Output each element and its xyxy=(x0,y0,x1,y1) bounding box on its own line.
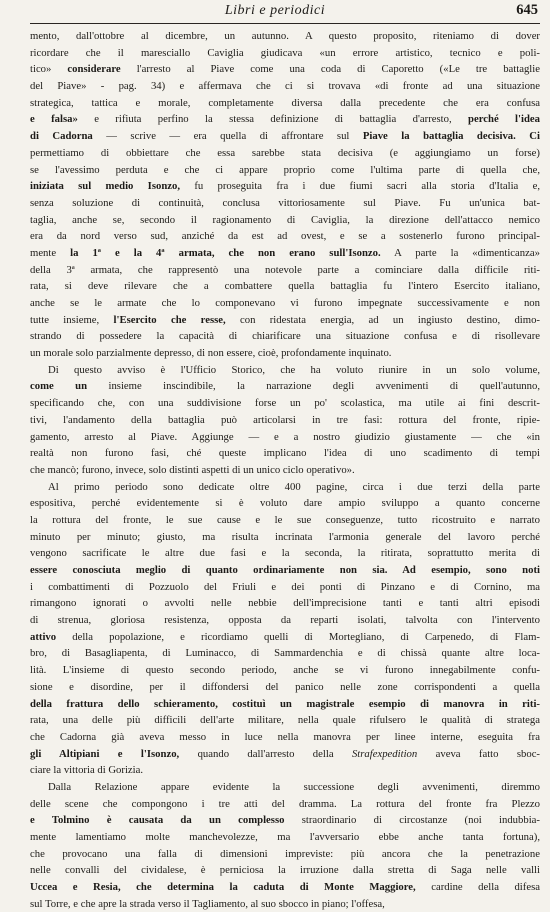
page-number: 645 xyxy=(516,2,538,18)
header-rule xyxy=(30,23,540,24)
text-run: specificando che, con una suddivisione forse un po' scolastica, ma utile ai fini descrit- xyxy=(30,397,540,410)
text-run: l'Esercito che resse, xyxy=(113,313,226,326)
text-line xyxy=(30,295,540,312)
text-line xyxy=(30,111,540,128)
text-run: Dalla Relazione appare evidente la successione degli avvenimenti, diremmo xyxy=(48,780,540,793)
text-run: rata, una delle più difficili dell'arte militare, nella quale rifulsero le qualità di stratega xyxy=(30,714,540,727)
text-run: attivo xyxy=(30,630,57,643)
text-line xyxy=(30,846,540,863)
text-line xyxy=(30,529,540,546)
text-line xyxy=(30,429,540,446)
text-line xyxy=(30,45,540,62)
text-run: essere conosciuta meglio di quanto ordinariamente non sia. Ad esempio, sono noti xyxy=(30,564,540,576)
text-run: della frattura dello schieramento, costituì un magistrale esempio di manovra in riti- xyxy=(30,697,540,710)
text-run: di Cadorna xyxy=(30,130,93,143)
text-run: rimangono ignorati o avvolti nelle nebbie dell'imprecisione tanti e tanti altri episodi xyxy=(30,597,540,610)
text-line xyxy=(30,228,540,245)
text-line xyxy=(30,345,540,362)
text-run: nelle convalli del cividalese, è perniciosa la irruzione dalla stretta di Saga nelle valli xyxy=(30,864,540,877)
text-line xyxy=(30,562,540,579)
text-line xyxy=(30,862,540,879)
text-run: i combattimenti di Pozzuolo del Friuli e dei ponti di Pinzano e di Cornino, ma xyxy=(30,580,540,593)
text-run: bro, di Basagliapenta, di Luminacco, di Sammardenchia e di chissà quante altre loca- xyxy=(30,647,540,660)
text-run: l'arresto al Piave come una coda di Caporetto («Le tre battaglie xyxy=(120,63,540,76)
text-line xyxy=(30,262,540,279)
text-run: vengono sacrificate le altre due fasi e la seconda, la ritirata, soprattutto merita di xyxy=(30,547,540,560)
text-line xyxy=(30,679,540,696)
text-line xyxy=(30,595,540,612)
text-line xyxy=(30,28,540,45)
text-run: sione e disordine, per il diffondersi del panico nelle zone corrispondenti a quella xyxy=(30,680,540,693)
text-run: sul Torre, e che apre la strada verso il Tagliamento, al suo sbocco in piano; l'offesa, xyxy=(30,897,385,910)
text-run: Di questo avviso è l'Ufficio Storico, che ha voluto riunire in un solo volume, xyxy=(48,363,540,376)
text-run: realtà non furono fasi, ché queste implicano l'idea di uno scadimento di tempi xyxy=(30,447,540,460)
text-line xyxy=(30,445,540,462)
text-run: aveva fatto sboc- xyxy=(417,747,540,760)
text-run: iniziata sul medio Isonzo, xyxy=(30,180,181,193)
text-line xyxy=(30,495,540,512)
text-run: e falsa» xyxy=(30,113,78,126)
text-run: cardine della difesa xyxy=(415,881,540,894)
text-run: tutte insieme, xyxy=(30,313,114,326)
text-run: ricordare che il maresciallo Caviglia giudicava «un errore artistico, tecnico e poli- xyxy=(30,46,540,59)
text-line xyxy=(30,395,540,412)
text-run: permettiamo di obbiettare che essa sarebbe stata decisiva (e aggiungiamo un forse) xyxy=(30,146,540,159)
text-run: di strenua, gloriosa resistenza, opposta da reparti isolati, talvolta con l'intervento xyxy=(30,614,540,627)
text-line xyxy=(30,579,540,596)
text-line xyxy=(30,278,540,295)
text-line xyxy=(30,412,540,429)
text-line xyxy=(30,312,540,329)
text-line xyxy=(30,145,540,162)
text-run: era da nord verso sud, anziché da est ad ovest, e se a sostenerlo furono principal- xyxy=(30,230,540,243)
text-run: Uccea e Resia, che determina la caduta di Monte Maggiore, xyxy=(30,881,416,894)
text-run: un morale solo parzialmente depresso, di non essere, cioè, profondamente inquinato. xyxy=(30,347,392,360)
text-line xyxy=(30,879,540,896)
text-line xyxy=(30,162,540,179)
text-line xyxy=(30,829,540,846)
text-run: la rottura del fronte, le sue cause e le sue conseguenze, tutto ricostruito e narrato xyxy=(30,513,540,526)
text-line xyxy=(30,662,540,679)
text-run: che mancò; furono, invece, solo distinti aspetti di un unico ciclo operativo». xyxy=(30,463,355,476)
text-run: quando dall'arresto della xyxy=(179,747,352,760)
text-line xyxy=(30,128,540,145)
text-line xyxy=(30,78,540,95)
text-run: minuto per minuto; giusto, ma risulta incrinata l'armonia generale del lavoro perché xyxy=(30,530,540,543)
text-run: Piave la battaglia decisiva. Ci xyxy=(362,130,540,143)
text-run: con ridestata energia, ad un ingiusto destino, dimo- xyxy=(225,313,540,326)
text-line xyxy=(30,746,540,763)
text-run: A parte la «dimenticanza» xyxy=(380,246,540,259)
text-line xyxy=(30,762,540,779)
text-run: la 1ª e la 4ª armata, che non erano sull'Isonzo. xyxy=(70,246,381,259)
text-line xyxy=(30,645,540,662)
text-line xyxy=(30,479,540,496)
text-line xyxy=(30,95,540,112)
text-run: ciare la vittoria di Gorizia. xyxy=(30,764,144,777)
text-line xyxy=(30,896,540,912)
text-run: della 3ª armata, che rappresentò una notevole parte a cominciare dalla difficile riti- xyxy=(30,263,540,276)
text-line xyxy=(30,328,540,345)
text-run: e rifiuta perfino la stessa definizione di battaglia d'arresto, xyxy=(77,113,469,126)
running-title: Libri e periodici xyxy=(224,3,326,18)
text-line xyxy=(30,61,540,78)
text-run: fu proseguita fra i due fiumi sacri alla storia d'Italia e, xyxy=(180,180,540,193)
text-run: — scrive — era quella di affrontare sul xyxy=(92,130,363,143)
text-line xyxy=(30,712,540,729)
text-run: tivi, l'andamento della battaglia può articolarsi in tre fasi: rottura del fronte, ripie- xyxy=(30,413,540,426)
text-run: espositiva, perché evidentemente si è voluto dare ampio sviluppo a quanto concerne xyxy=(30,497,540,510)
text-line xyxy=(30,796,540,813)
text-line xyxy=(30,462,540,479)
text-run: della popolazione, e ricordiamo quelli di Mortegliano, di Carpenedo, di Flam- xyxy=(56,630,540,643)
text-line xyxy=(30,696,540,713)
text-run: strando di possedere la capacità di chiarificare una situazione confusa e di risollevare xyxy=(30,330,540,343)
text-run: taglia, anche se, secondo il ragionamento di Caviglia, la direzione dell'attacco nemico xyxy=(30,213,540,226)
text-line xyxy=(30,512,540,529)
text-run: senza soluzione di continuità, conclusa vittoriosamente sul Piave. Fu un'unica bat- xyxy=(30,196,540,209)
text-run: e Tolmino è causata da un complesso xyxy=(30,814,285,827)
text-run: mente lamentiamo molte manchevolezze, ma l'avversario ebbe anche tanta fortuna), xyxy=(30,831,540,843)
text-run: straordinario di circostanze (noi indubbia- xyxy=(284,814,540,827)
text-run: del Piave» - pag. 34) e affermava che ci si trovava «di fronte ad una situazione xyxy=(30,80,540,93)
text-run: mento, dall'ottobre al dicembre, un autunno. A questo proposito, riteniamo di dover xyxy=(30,30,540,42)
text-line xyxy=(30,612,540,629)
text-run: lità. L'insieme di questo secondo periodo, anche se vi furono innegabilmente confu- xyxy=(30,664,540,677)
text-run: Strafexpedition xyxy=(351,747,418,760)
text-run: perché l'idea xyxy=(468,113,540,126)
text-run: insieme inscindibile, la narrazione degli avvenimenti di quell'autunno, xyxy=(87,380,540,393)
text-line xyxy=(30,362,540,379)
text-run: come un xyxy=(30,380,88,393)
text-run: rata, si deve rilevare che a combattere quella battaglia fu l'intero Esercito italiano, xyxy=(30,280,540,293)
text-line xyxy=(30,779,540,796)
text-run: strategica, tattica e morale, completamente diversa dalla precedente che era confusa xyxy=(30,96,540,109)
body-text xyxy=(30,28,540,912)
text-run: anche se le armate che lo componevano vi furono impegnate successivamente e non xyxy=(30,297,540,309)
text-run: tico» xyxy=(30,63,68,76)
text-run: delle scene che compongono i tre atti del dramma. La rottura del fronte fra Plezzo xyxy=(30,797,540,810)
text-line xyxy=(30,545,540,562)
text-line xyxy=(30,629,540,646)
text-run: se l'avessimo perduta e che ci appare proprio come l'ultima parte di quella che, xyxy=(30,163,540,176)
text-run: Al primo periodo sono dedicate oltre 400 pagine, circa i due terzi della parte xyxy=(48,480,540,493)
text-run: che Cadorna già aveva messo in luce nella manovra per linee interne, eseguita fra xyxy=(30,730,540,743)
text-run: gli Altipiani e l'Isonzo, xyxy=(30,747,180,760)
text-line xyxy=(30,378,540,395)
text-line xyxy=(30,245,540,262)
text-run: considerare xyxy=(67,63,121,76)
text-line xyxy=(30,212,540,229)
text-run: gamento, arresto al Piave. Aggiunge — e a nostro giudizio giustamente — che «in xyxy=(30,430,540,443)
text-line xyxy=(30,195,540,212)
text-line xyxy=(30,812,540,829)
text-line xyxy=(30,178,540,195)
text-run: mente xyxy=(30,246,71,259)
text-line xyxy=(30,729,540,746)
running-header xyxy=(0,0,550,26)
text-run: che provocano una falla di dimensioni impreviste: più ancora che la penetrazione xyxy=(30,847,540,860)
